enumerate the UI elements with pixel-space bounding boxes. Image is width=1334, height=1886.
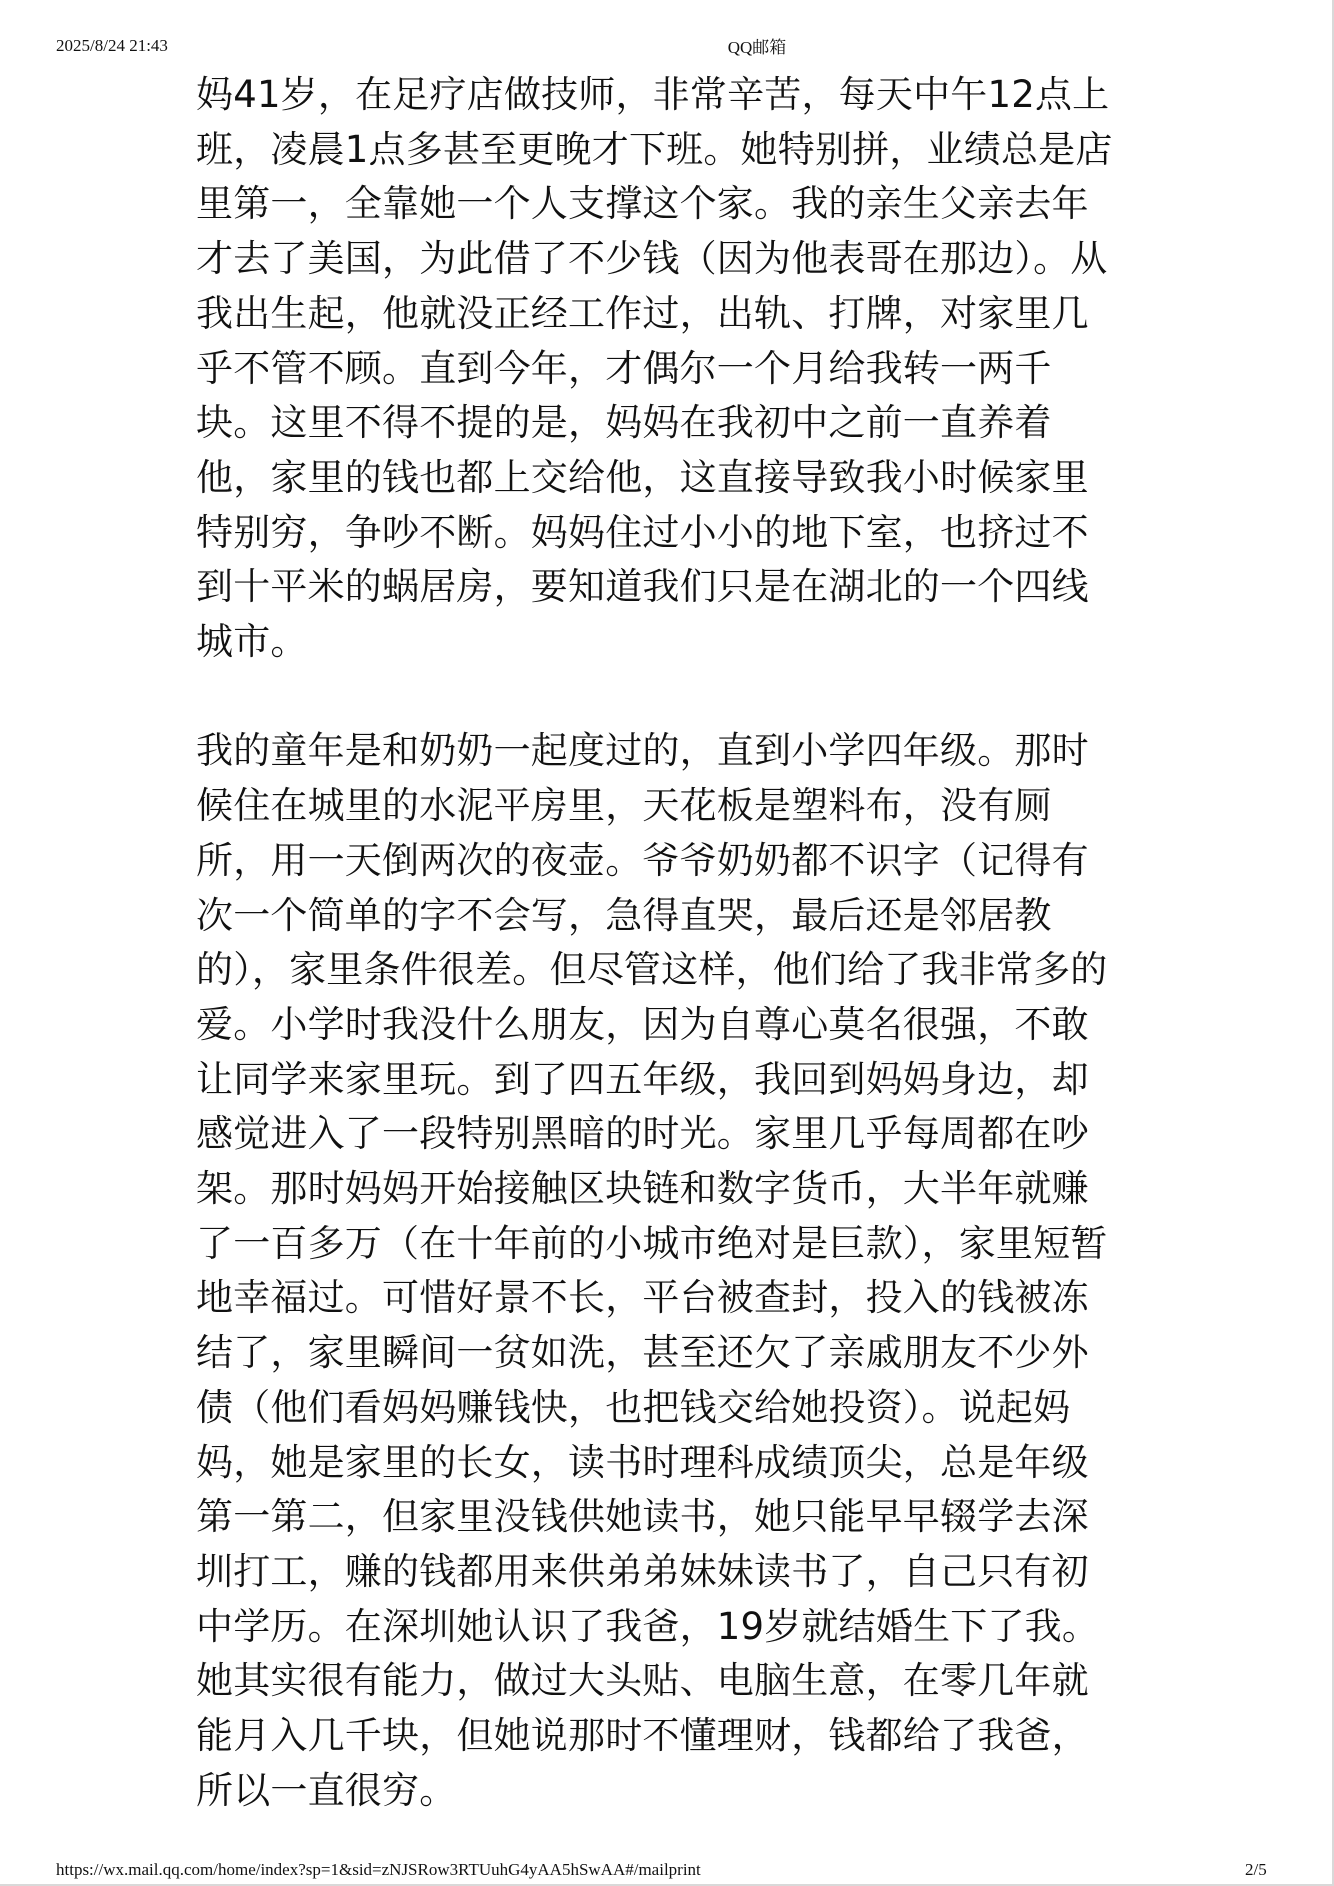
text-line: 到十平米的蜗居房，要知道我们只是在湖北的一个四线 [196, 565, 1089, 609]
text-line: 才去了美国，为此借了不少钱（因为他表哥在那边）。从 [196, 237, 1108, 281]
text-line: 让同学来家里玩。到了四五年级，我回到妈妈身边，却 [196, 1057, 1089, 1101]
text-line: 里第一，全靠她一个人支撑这个家。我的亲生父亲去年 [196, 182, 1089, 226]
text-line: 他，家里的钱也都上交给他，这直接导致我小时候家里 [196, 455, 1089, 499]
email-body [196, 68, 1141, 1818]
text-line: 我出生起，他就没正经工作过，出轨、打牌，对家里几 [196, 291, 1089, 335]
text-line: 所以一直很穷。 [196, 1768, 457, 1812]
text-line: 乎不管不顾。直到今年，才偶尔一个月给我转一两千 [196, 346, 1052, 390]
text-line: 妈，她是家里的长女，读书时理科成绩顶尖，总是年级 [196, 1440, 1089, 1484]
text-line: 感觉进入了一段特别黑暗的时光。家里几乎每周都在吵 [196, 1112, 1089, 1156]
page-number: 2/5 [1245, 1860, 1267, 1879]
text-line: 次一个简单的字不会写，急得直哭，最后还是邻居教 [196, 893, 1052, 937]
text-line: 候住在城里的水泥平房里，天花板是塑料布，没有厕 [196, 784, 1052, 828]
text-line: 城市。 [196, 620, 308, 664]
text-line: 中学历。在深圳她认识了我爸，19岁就结婚生下了我。 [196, 1604, 1100, 1648]
text-line: 她其实很有能力，做过大头贴、电脑生意，在零几年就 [196, 1659, 1089, 1703]
text-line: 妈41岁，在足疗店做技师，非常辛苦，每天中午12点上 [196, 73, 1110, 116]
text-line: 能月入几千块，但她说那时不懂理财，钱都给了我爸， [196, 1714, 1089, 1758]
print-datetime: 2025/8/24 21:43 [56, 36, 168, 55]
text-line: 班，凌晨1点多甚至更晚才下班。她特别拼，业绩总是店 [196, 127, 1113, 171]
text-line: 我的童年是和奶奶一起度过的，直到小学四年级。那时 [196, 729, 1089, 773]
text-line: 爱。小学时我没什么朋友，因为自尊心莫名很强，不敢 [196, 1002, 1089, 1046]
text-line: 第一第二，但家里没钱供她读书，她只能早早辍学去深 [196, 1495, 1089, 1539]
print-url: https://wx.mail.qq.com/home/index?sp=1&sid=zNJSRow3RTUuhG4yAA5hSwAA#/mailprint [56, 1860, 701, 1879]
paragraph-1 [196, 68, 1141, 670]
text-line: 圳打工，赚的钱都用来供弟弟妹妹读书了，自己只有初 [196, 1549, 1089, 1593]
text-line: 结了，家里瞬间一贫如洗，甚至还欠了亲戚朋友不少外 [196, 1331, 1089, 1375]
paragraph-spacer [196, 670, 1141, 725]
text-line: 所，用一天倒两次的夜壶。爷爷奶奶都不识字（记得有 [196, 838, 1089, 882]
text-line: 块。这里不得不提的是，妈妈在我初中之前一直养着 [196, 401, 1052, 445]
text-line: 了一百多万（在十年前的小城市绝对是巨款），家里短暂 [196, 1221, 1108, 1265]
text-line: 的），家里条件很差。但尽管这样，他们给了我非常多的 [196, 948, 1108, 992]
paragraph-2 [196, 724, 1141, 1818]
text-line: 地幸福过。可惜好景不长，平台被查封，投入的钱被冻 [196, 1276, 1089, 1320]
text-line: 架。那时妈妈开始接触区块链和数字货币，大半年就赚 [196, 1167, 1089, 1211]
print-title: QQ邮箱 [727, 38, 787, 57]
text-line: 债（他们看妈妈赚钱快，也把钱交给她投资）。说起妈 [196, 1385, 1071, 1429]
text-line: 特别穷，争吵不断。妈妈住过小小的地下室，也挤过不 [196, 510, 1089, 554]
